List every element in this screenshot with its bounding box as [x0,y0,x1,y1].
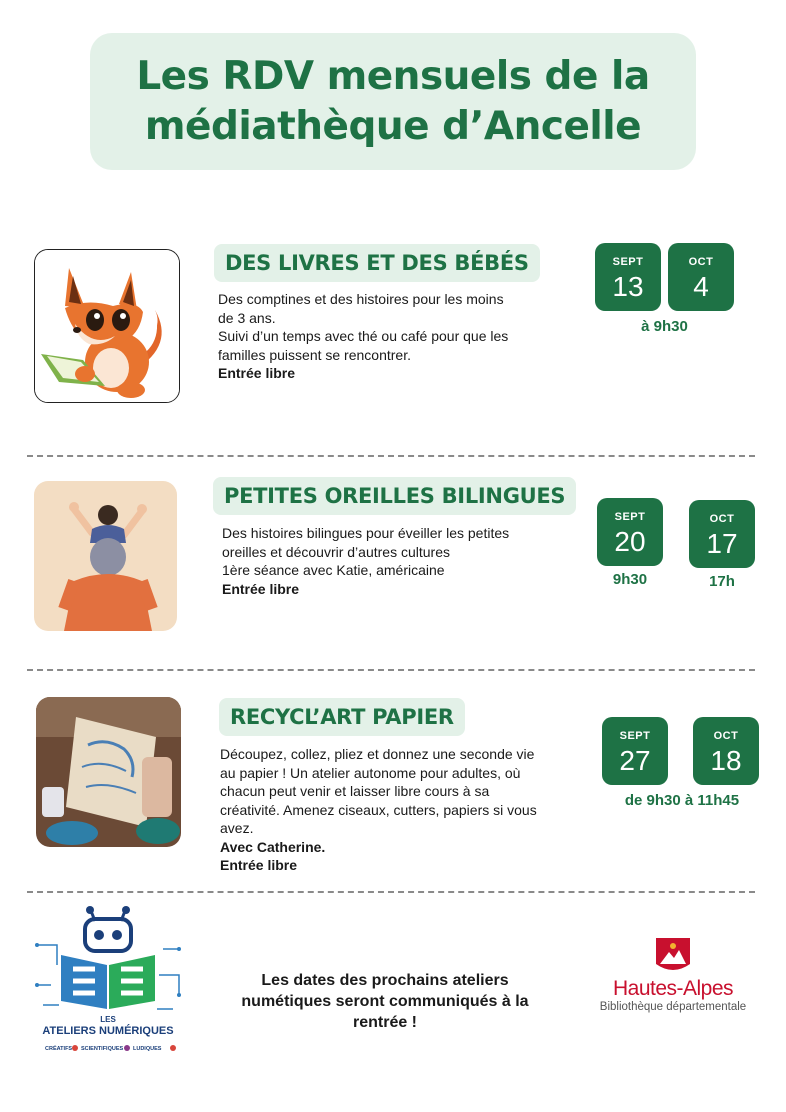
date-day: 20 [614,526,646,557]
divider [27,669,755,671]
event-1-desc-line: familles puissent se rencontrer. [218,346,411,363]
ateliers-logo-tag: CRÉATIFS [45,1046,73,1052]
date-month: SEPT [612,256,644,268]
date-day: 27 [619,745,651,776]
date-month: OCT [713,730,739,742]
event-3-date-sept [602,717,668,785]
event-1-description [218,290,558,383]
ateliers-logo-text: ATELIERS NUMÉRIQUES [42,1025,174,1037]
date-day: 18 [710,745,742,776]
divider [27,455,755,457]
footer-note-line: Les dates des prochains ateliers [261,972,509,989]
event-2-desc-line: oreilles et découvrir d’autres cultures [222,543,450,560]
paper-craft-photo [36,697,181,847]
footer-note-line: rentrée ! [352,1014,418,1031]
ateliers-logo-tag: SCIENTIFIQUES [81,1046,124,1052]
event-1-date-sept [595,243,661,311]
event-3-desc-line: avez. [220,820,254,836]
event-2-description [222,524,562,598]
event-3-time: de 9h30 à 11h45 [624,792,740,809]
page-title-line-1: Les RDV mensuels de la [136,53,650,99]
hautes-alpes-logo [578,938,768,1028]
event-2-desc-line: Des histoires bilingues pour éveiller les petites [222,525,510,541]
event-2-title: PETITES OREILLES BILINGUES [213,477,576,515]
event-3-entry: Entrée libre [220,857,298,873]
event-2-date-sept [597,498,663,566]
event-2-date-oct [689,500,755,568]
date-day: 17 [706,528,738,559]
event-2-time-sept: 9h30 [612,571,648,588]
ateliers-logo-small: LES [100,1015,116,1024]
event-1-time: à 9h30 [641,318,688,335]
page-title-line-2: médiathèque d’Ancelle [144,103,642,149]
fox-reading-illustration [34,249,180,403]
hautes-alpes-subtitle: Bibliothèque départementale [599,1001,747,1013]
date-month: OCT [709,513,735,525]
event-2-entry: Entrée libre [222,580,300,597]
hautes-alpes-name: Hautes-Alpes [612,977,734,1000]
hautes-alpes-emblem-icon [656,938,690,974]
event-3-date-oct [693,717,759,785]
event-1-desc-line: de 3 ans. [218,309,276,326]
event-1-date-oct [668,243,734,311]
event-3-description [220,745,570,875]
event-3-desc-line: Découpez, collez, pliez et donnez une seconde vie [220,746,535,762]
ateliers-logo-tag: LUDIQUES [133,1046,162,1052]
event-3-desc-line: créativité. Amenez ciseaux, cutters, papiers si vous [220,801,537,818]
date-month: SEPT [614,511,646,523]
parent-child-illustration [34,481,177,631]
event-3-title: RECYCL’ART PAPIER [219,698,465,736]
event-3-desc-line: au papier ! Un atelier autonome pour adultes, où [220,764,521,781]
date-month: OCT [688,256,714,268]
date-month: SEPT [619,730,651,742]
fox-icon [35,250,179,402]
event-1-desc-line: Suivi d’un temps avec thé ou café pour que les [218,328,509,344]
paper-craft-icon [36,697,181,847]
parent-child-icon [34,481,177,631]
event-1-entry: Entrée libre [218,365,296,381]
date-day: 4 [693,271,709,302]
date-day: 13 [612,271,644,302]
event-1-desc-line: Des comptines et des histoires pour les moins [218,291,504,307]
event-2-desc-line: 1ère séance avec Katie, américaine [222,562,445,578]
robot-book-icon [33,905,183,1055]
footer-note-line: numétiques seront communiqués à la [241,993,529,1010]
footer-note [205,970,565,1033]
event-2-time-oct: 17h [709,573,735,590]
event-1-title: DES LIVRES ET DES BÉBÉS [214,244,540,282]
page-title-box [90,33,696,170]
divider [27,891,755,893]
event-3-desc-line: chacun peut venir et laisser libre cours à sa [220,783,490,799]
ateliers-numeriques-logo [33,905,183,1055]
event-3-host: Avec Catherine. [220,838,326,855]
